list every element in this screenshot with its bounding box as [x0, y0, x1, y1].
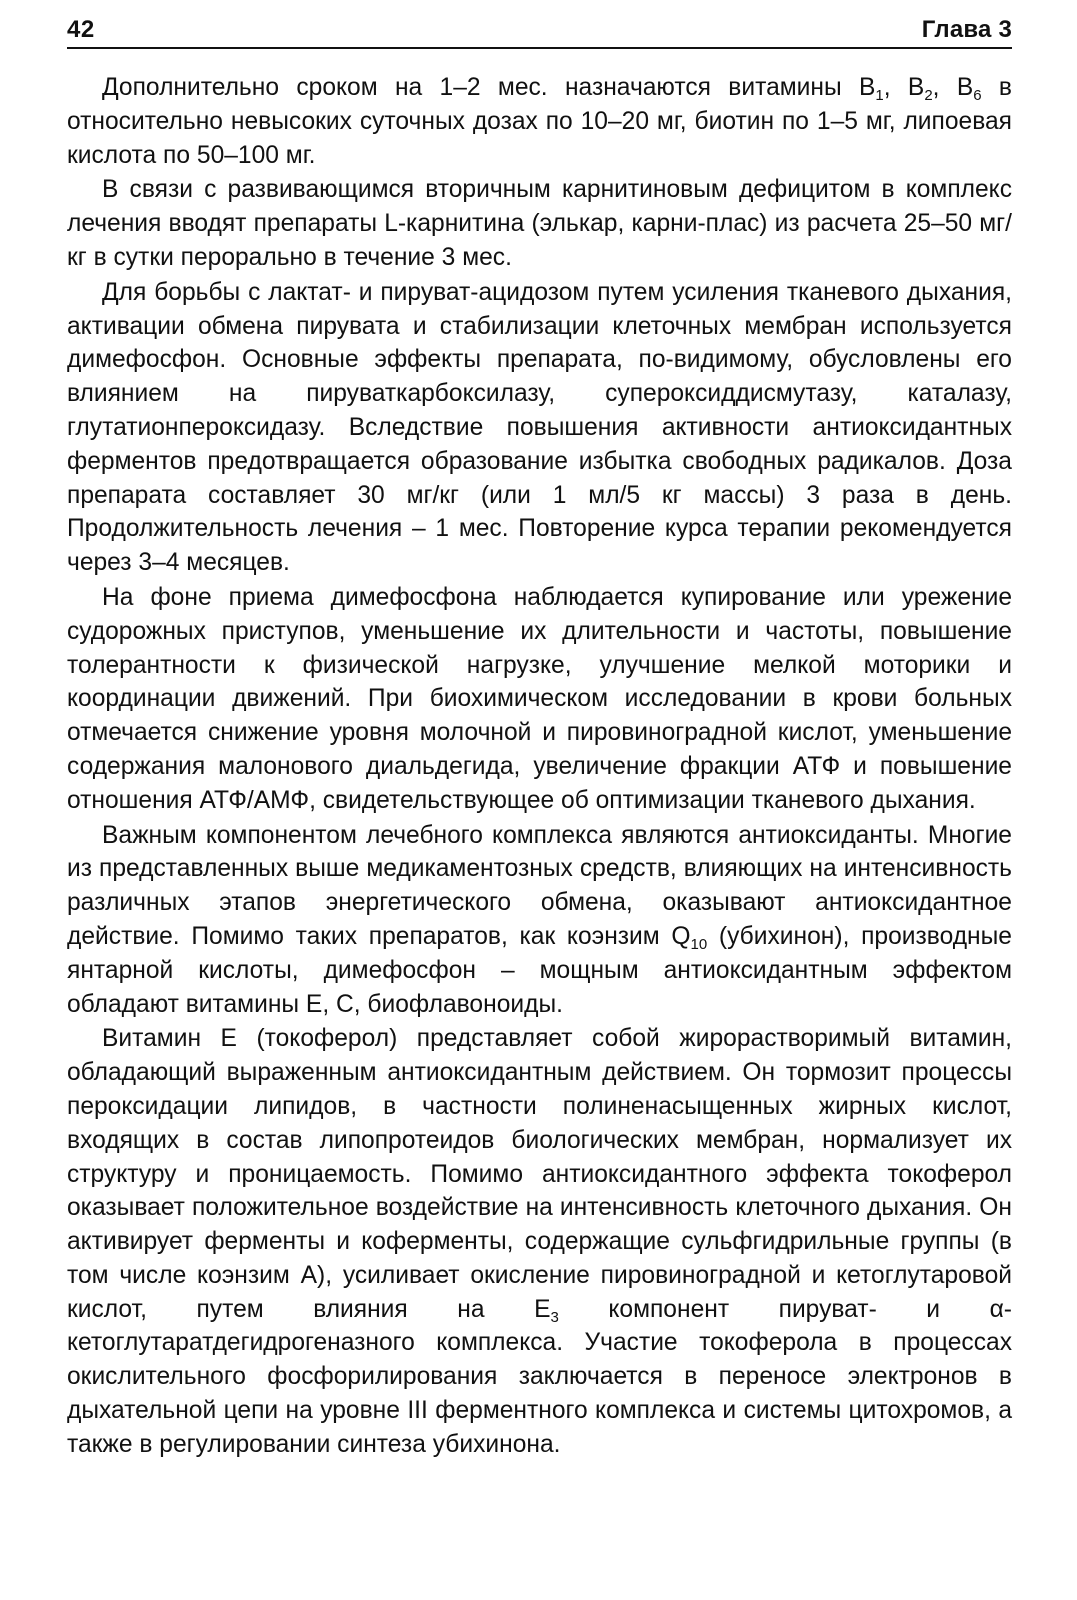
text-run: В связи с развивающимся вторичным карнитиновым дефицитом в комплекс лечения вводят препараты L-карнитина (элькар, карни-плас) из расчета 25–50 мг/кг в сутки перорально в течение 3 мес.: [67, 176, 1012, 271]
page-number: 42: [67, 16, 95, 43]
text-run: , B: [932, 74, 974, 101]
paragraph: [67, 71, 1012, 172]
subscript: 3: [550, 1308, 559, 1326]
text-run: в относительно невысоких суточных дозах по 10–20 мг, биотин по 1–5 мг, липоевая кислота по 50–100 мг.: [67, 74, 1012, 169]
body-text: [67, 71, 1012, 1462]
chapter-title: Глава 3: [921, 16, 1012, 43]
paragraph: [67, 276, 1012, 580]
subscript: 6: [973, 87, 982, 104]
text-run: (убихинон), производные янтарной кислоты, димефосфон – мощным антиоксидантным эффектом обладают витамины E, C, биофлавоноиды.: [67, 922, 1012, 1018]
text-run: компонент пируват- и α-кетоглутаратдегидрогеназного комплекса. Участие токоферола в процессах окислительного фосфорилирования заключается в переносе электронов в дыхательной цепи на уровне III ферментного комплекса и системы цитохромов, а также в регулировании синтеза убихинона.: [67, 1295, 1012, 1458]
paragraph: [67, 173, 1012, 274]
paragraph: [67, 1022, 1012, 1461]
subscript: 2: [924, 87, 933, 104]
text-run: , B: [883, 74, 925, 101]
subscript: 10: [690, 935, 708, 953]
running-header: [67, 10, 1012, 49]
text-run: Важным компонентом лечебного комплекса являются антиоксиданты. Многие из представленных выше медикаментозных средств, влияющих на интенсивность различных этапов энергетического обмена, оказывают антиоксидантное действие. Помимо таких препаратов, как коэнзим Q: [67, 821, 1012, 950]
text-run: Для борьбы с лактат- и пируват-ацидозом путем усиления тканевого дыхания, активации обмена пирувата и стабилизации клеточных мембран используется димефосфон. Основные эффекты препарата, по-видимому, обусловлены его влиянием на пируваткарбоксилазу, супероксиддисмутазу, каталазу, глутатионпероксидазу. Вследствие повышения активности антиоксидантных ферментов предотвращается образование избытка свободных радикалов. Доза препарата составляет 30 мг/кг (или 1 мл/5 кг массы) 3 раза в день. Продолжительность лечения – 1 мес. Повторение курса терапии рекомендуется через 3–4 месяцев.: [67, 278, 1012, 577]
text-run: На фоне приема димефосфона наблюдается купирование или урежение судорожных приступов, уменьшение их длительности и частоты, повышение толерантности к физической нагрузке, улучшение мелкой моторики и координации движений. При биохимическом исследовании в крови больных отмечается снижение уровня молочной и пировиноградной кислот, уменьшение содержания малонового диальдегида, увеличение фракции АТФ и повышение отношения АТФ/АМФ, свидетельствующее об оптимизации тканевого дыхания.: [67, 583, 1012, 814]
book-page: [67, 10, 1012, 1462]
subscript: 1: [875, 87, 884, 104]
paragraph: [67, 581, 1012, 818]
text-run: Витамин E (токоферол) представляет собой жирорастворимый витамин, обладающий выраженным антиоксидантным действием. Он тормозит процессы пероксидации липидов, в частности полиненасыщенных жирных кислот, входящих в состав липопротеидов биологических мембран, нормализует их структуру и проницаемость. Помимо антиоксидантного эффекта токоферол оказывает положительное воздействие на интенсивность клеточного дыхания. Он активирует ферменты и коферменты, содержащие сульфгидрильные группы (в том числе коэнзим A), усиливает окисление пировиноградной и кетоглутаровой кислот, путем влияния на E: [67, 1025, 1012, 1323]
text-run: Дополнительно сроком на 1–2 мес. назначаются витамины B: [102, 74, 876, 101]
paragraph: [67, 819, 1012, 1022]
